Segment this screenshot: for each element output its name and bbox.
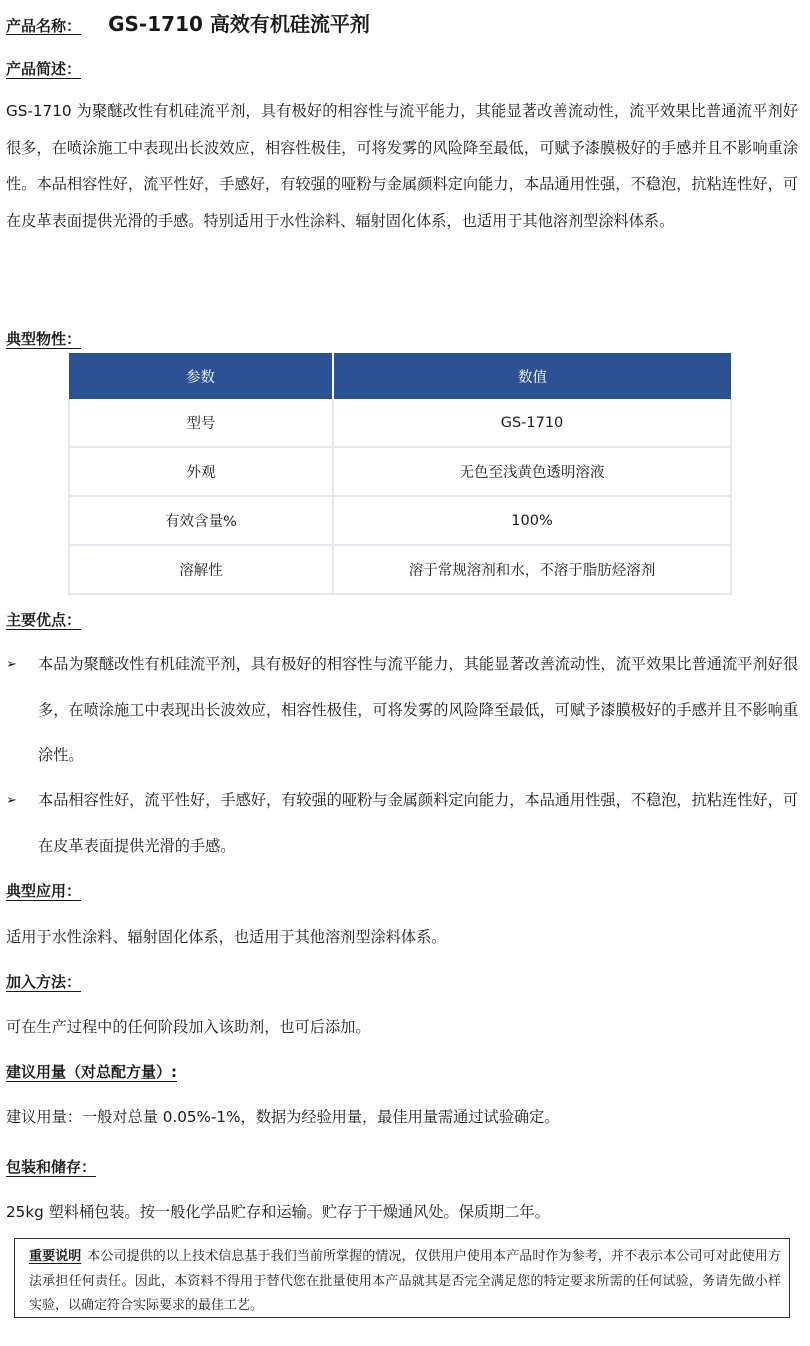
value-cell: 无色至浅黄色透明溶液	[333, 447, 731, 496]
table-row	[69, 399, 731, 447]
application-text: 适用于水性涂料、辐射固化体系，也适用于其他溶剂型涂料体系。	[6, 928, 447, 946]
method-heading: 加入方法：	[6, 973, 82, 991]
advantage-text: 本品为聚醚改性有机硅流平剂，具有极好的相容性与流平能力，其能显著改善流动性，流平效果比普通流平剂好很多，在喷涂施工中表现出长波效应，相容性极佳，可将发雾的风险降至最低，可赋予漆膜极好的手感并且不影响重涂性。	[38, 655, 798, 764]
notice-label: 重要说明	[29, 1249, 82, 1264]
description-text: GS-1710 为聚醚改性有机硅流平剂，具有极好的相容性与流平能力，其能显著改善流动性，流平效果比普通流平剂好很多，在喷涂施工中表现出长波效应，相容性极佳，可将发雾的风险降至最低，可赋予漆膜极好的手感并且不影响重涂性。本品相容性好，流平性好，手感好，有较强的哑粉与金属颜料定向能力，本品通用性强，不稳泡，抗粘连性好，可在皮革表面提供光滑的手感。特别适用于水性涂料、辐射固化体系，也适用于其他溶剂型涂料体系。	[6, 102, 798, 230]
title-row	[6, 8, 370, 36]
table-header-row	[69, 353, 731, 399]
method-text: 可在生产过程中的任何阶段加入该助剂，也可后添加。	[6, 1018, 371, 1036]
dosage-text: 建议用量：一般对总量 0.05%-1%，数据为经验用量，最佳用量需通过试验确定。	[6, 1108, 560, 1126]
advantage-text: 本品相容性好，流平性好，手感好，有较强的哑粉与金属颜料定向能力，本品通用性强，不稳泡，抗粘连性好，可在皮革表面提供光滑的手感。	[38, 791, 798, 855]
advantage-item	[6, 642, 798, 779]
value-cell: 100%	[333, 496, 731, 545]
table-row	[69, 545, 731, 594]
product-name: GS-1710 高效有机硅流平剂	[108, 12, 370, 36]
table-row	[69, 496, 731, 545]
application-heading: 典型应用：	[6, 882, 82, 900]
notice-text: 本公司提供的以上技术信息基于我们当前所掌握的情况，仅供用户使用本产品时作为参考，并不表示本公司可对此使用方法承担任何责任。因此，本资料不得用于替代您在批量使用本产品就其是否完全满足您的特定要求所需的任何试验，务请先做小样实验，以确定符合实际要求的最佳工艺。	[29, 1249, 781, 1313]
table-row	[69, 447, 731, 496]
arrow-bullet-icon: ➢	[6, 793, 17, 808]
param-cell: 型号	[69, 399, 333, 447]
advantages-heading: 主要优点：	[6, 611, 82, 629]
important-notice	[14, 1238, 790, 1318]
param-cell: 溶解性	[69, 545, 333, 594]
properties-heading: 典型物性：	[6, 330, 82, 348]
description-heading: 产品简述：	[6, 60, 82, 78]
value-cell: 溶于常规溶剂和水，不溶于脂肪烃溶剂	[333, 545, 731, 594]
properties-table	[68, 353, 732, 595]
param-cell: 有效含量%	[69, 496, 333, 545]
arrow-bullet-icon: ➢	[6, 657, 17, 672]
column-header-param: 参数	[69, 353, 333, 399]
value-cell: GS-1710	[333, 399, 731, 447]
packaging-text: 25kg 塑料桶包装。按一般化学品贮存和运输。贮存于干燥通风处。保质期二年。	[6, 1203, 550, 1221]
product-name-label: 产品名称：	[6, 17, 82, 35]
advantage-item	[6, 778, 798, 869]
packaging-heading: 包装和储存：	[6, 1158, 97, 1176]
dosage-heading: 建议用量（对总配方量）:	[6, 1063, 177, 1081]
param-cell: 外观	[69, 447, 333, 496]
column-header-value: 数值	[333, 353, 731, 399]
